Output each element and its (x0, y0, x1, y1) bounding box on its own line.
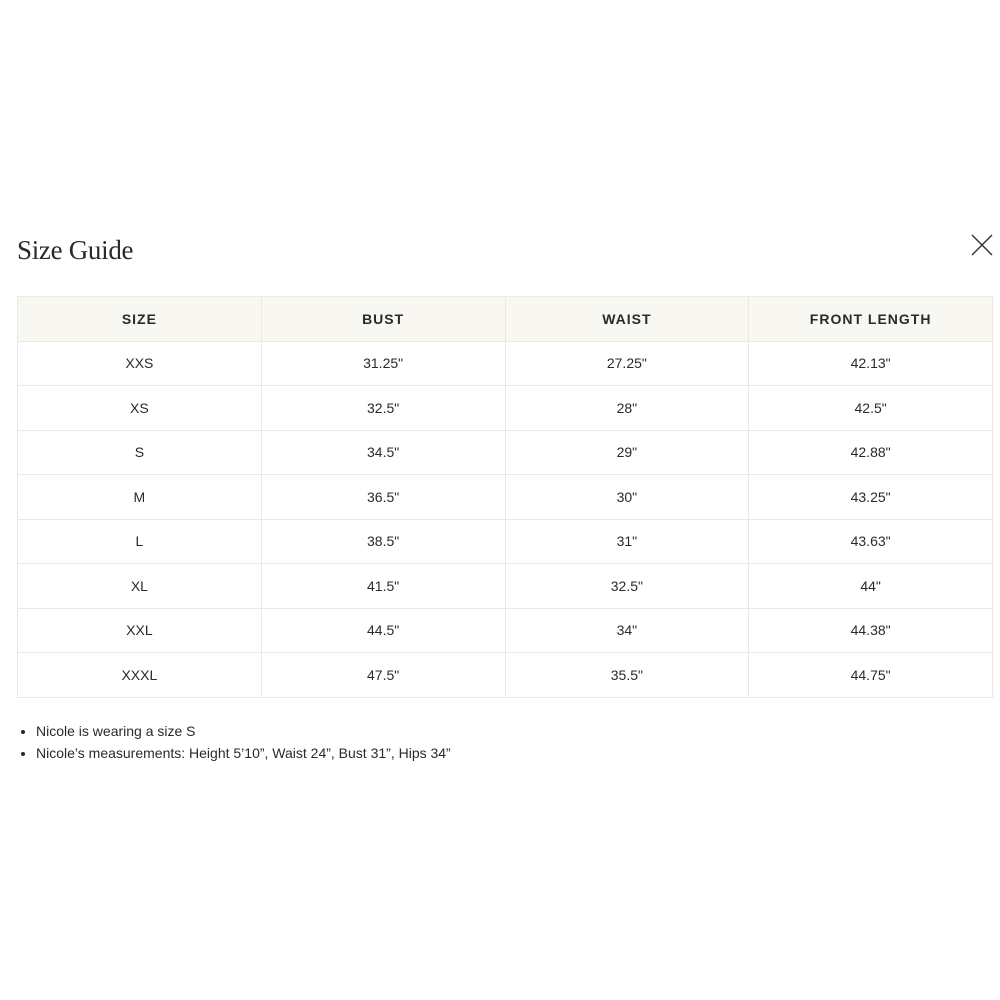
table-row (18, 608, 993, 653)
bust-cell: 41.5" (261, 564, 505, 609)
table-row (18, 475, 993, 520)
size-cell: L (18, 519, 262, 564)
waist-cell: 31" (505, 519, 749, 564)
waist-cell: 32.5" (505, 564, 749, 609)
note-item: • Nicole is wearing a size S (36, 720, 451, 742)
front-length-cell: 43.25" (749, 475, 993, 520)
front-length-cell: 42.88" (749, 430, 993, 475)
table-row (18, 519, 993, 564)
size-cell: XS (18, 386, 262, 431)
table-row (18, 564, 993, 609)
size-cell: M (18, 475, 262, 520)
waist-cell: 34" (505, 608, 749, 653)
waist-cell: 27.25" (505, 341, 749, 386)
bust-cell: 36.5" (261, 475, 505, 520)
column-header-bust: BUST (261, 297, 505, 342)
size-table (17, 296, 993, 698)
close-icon (969, 232, 995, 258)
size-cell: XL (18, 564, 262, 609)
column-header-waist: WAIST (505, 297, 749, 342)
table-row (18, 386, 993, 431)
table-row (18, 430, 993, 475)
bust-cell: 38.5" (261, 519, 505, 564)
column-header-size: SIZE (18, 297, 262, 342)
column-header-front-length: FRONT LENGTH (749, 297, 993, 342)
front-length-cell: 44" (749, 564, 993, 609)
size-cell: S (18, 430, 262, 475)
close-button[interactable] (969, 232, 995, 258)
front-length-cell: 43.63" (749, 519, 993, 564)
front-length-cell: 44.75" (749, 653, 993, 698)
modal-title: Size Guide (17, 235, 134, 265)
table-row (18, 653, 993, 698)
table-row (18, 341, 993, 386)
size-cell: XXL (18, 608, 262, 653)
size-cell: XXXL (18, 653, 262, 698)
waist-cell: 30" (505, 475, 749, 520)
front-length-cell: 42.13" (749, 341, 993, 386)
waist-cell: 28" (505, 386, 749, 431)
waist-cell: 35.5" (505, 653, 749, 698)
table-header-row (18, 297, 993, 342)
bust-cell: 34.5" (261, 430, 505, 475)
size-cell: XXS (18, 341, 262, 386)
model-notes (17, 720, 451, 764)
note-item: • Nicole’s measurements: Height 5’10”, Waist 24”, Bust 31”, Hips 34” (36, 742, 451, 764)
front-length-cell: 42.5" (749, 386, 993, 431)
bust-cell: 31.25" (261, 341, 505, 386)
bust-cell: 32.5" (261, 386, 505, 431)
bust-cell: 47.5" (261, 653, 505, 698)
waist-cell: 29" (505, 430, 749, 475)
bust-cell: 44.5" (261, 608, 505, 653)
front-length-cell: 44.38" (749, 608, 993, 653)
